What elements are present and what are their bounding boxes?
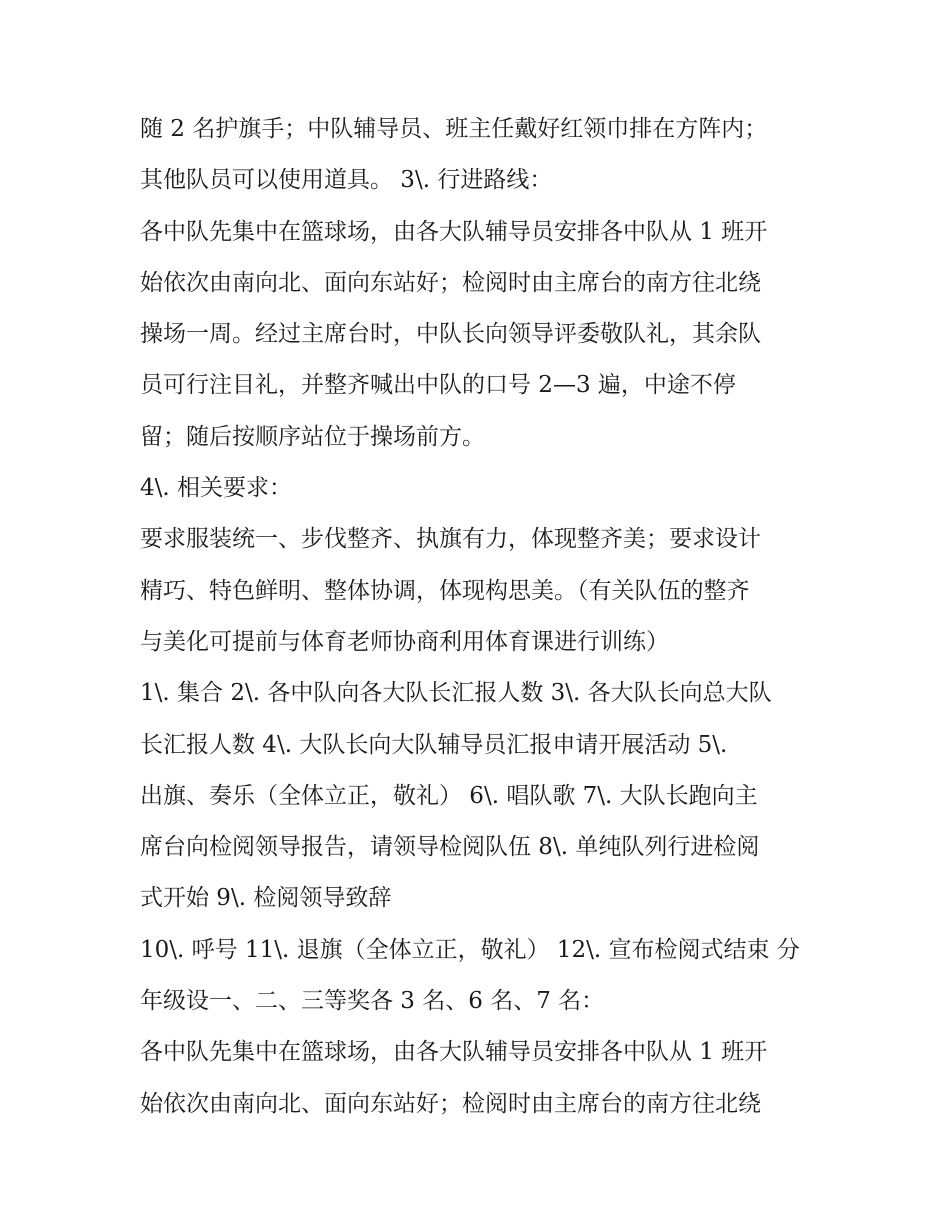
document-body [140, 104, 820, 1130]
text-line: 精巧、特色鲜明、整体协调，体现构思美。（有关队伍的整齐 [140, 577, 750, 604]
text-line: 始依次由南向北、面向东站好；检阅时由主席台的南方往北绕 [140, 1090, 761, 1117]
text-line: 出旗、奏乐（全体立正，敬礼） 6\. 唱队歌 7\. 大队长跑向主 [140, 782, 758, 809]
text-line: 留；随后按顺序站位于操场前方。 [140, 423, 485, 450]
text-line: 其他队员可以使用道具。 3\. 行进路线： [140, 167, 553, 194]
text-line: 各中队先集中在篮球场，由各大队辅导员安排各中队从 1 班开 [140, 218, 768, 245]
text-line: 与美化可提前与体育老师协商利用体育课进行训练） [140, 628, 669, 655]
text-line: 10\. 呼号 11\. 退旗（全体立正，敬礼） 12\. 宣布检阅式结束 分 [140, 936, 800, 963]
text-line: 式开始 9\. 检阅领导致辞 [140, 885, 392, 912]
text-line: 始依次由南向北、面向东站好；检阅时由主席台的南方往北绕 [140, 269, 761, 296]
text-line: 要求服装统一、步伐整齐、执旗有力，体现整齐美；要求设计 [140, 526, 761, 553]
text-line: 操场一周。经过主席台时，中队长向领导评委敬队礼，其余队 [140, 321, 761, 348]
text-line: 长汇报人数 4\. 大队长向大队辅导员汇报申请开展活动 5\. [140, 731, 728, 758]
text-line: 各中队先集中在篮球场，由各大队辅导员安排各中队从 1 班开 [140, 1039, 768, 1066]
text-line: 随 2 名护旗手；中队辅导员、班主任戴好红领巾排在方阵内； [140, 116, 768, 142]
section-heading: 4\. 相关要求： [140, 475, 293, 502]
text-line: 席台向检阅领导报告，请领导检阅队伍 8\. 单纯队列行进检阅 [140, 834, 760, 861]
text-line: 员可行注目礼，并整齐喊出中队的口号 2—3 遍，中途不停 [140, 372, 736, 399]
text-line: 1\. 集合 2\. 各中队向各大队长汇报人数 3\. 各大队长向总大队 [140, 680, 772, 707]
text-line: 年级设一、二、三等奖各 3 名、6 名、7 名： [140, 988, 605, 1015]
